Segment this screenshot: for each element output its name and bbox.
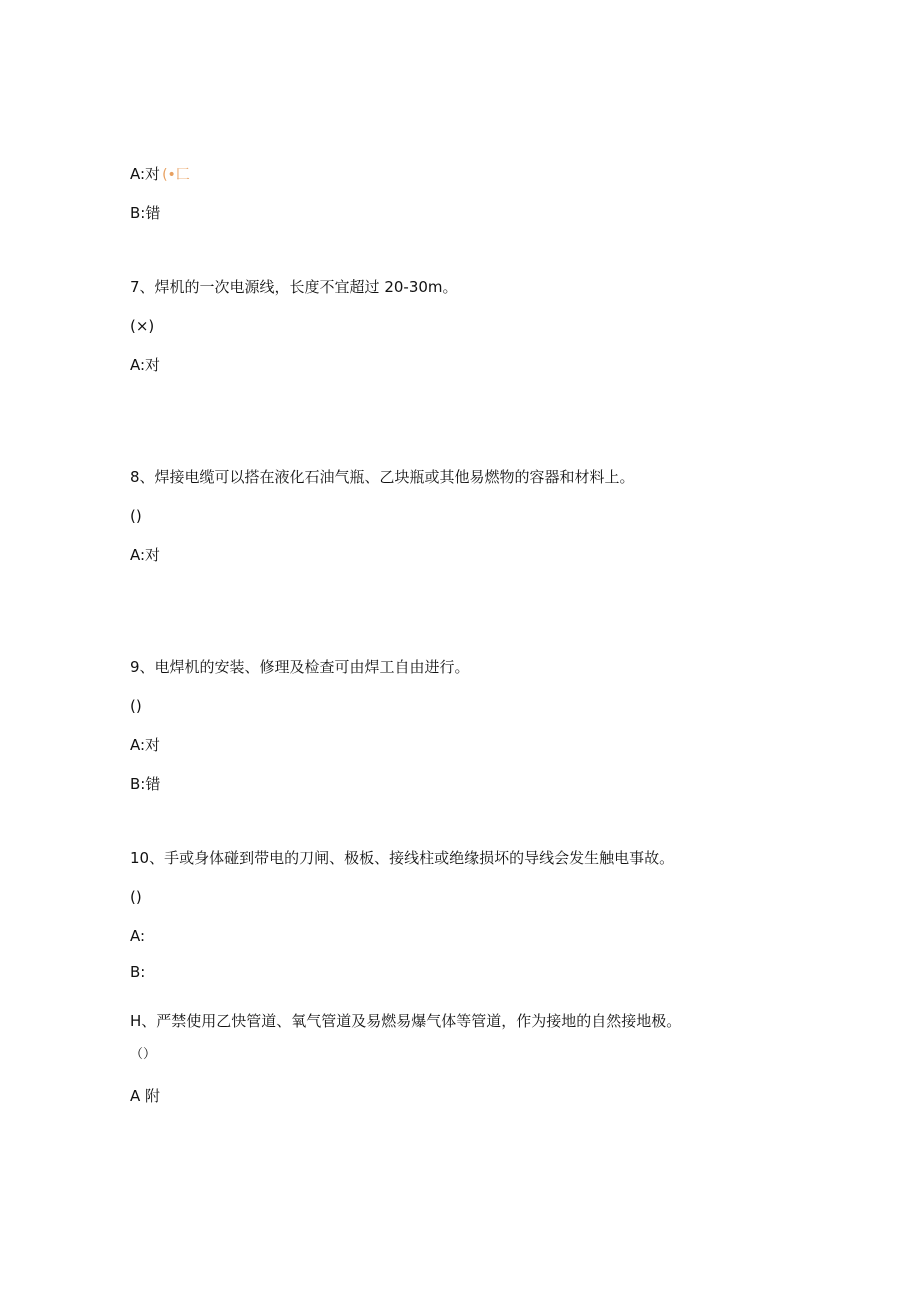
q6-option-b: B:错 (130, 204, 161, 222)
q10-option-b: B: (130, 963, 146, 981)
q8-option-a: A:对 (130, 546, 161, 564)
q9-answer: () (130, 697, 142, 715)
q10-answer: () (130, 888, 142, 906)
q7-answer: (×) (130, 317, 155, 335)
q9-question: 9、电焊机的安装、修理及检查可由焊工自由进行。 (130, 658, 470, 676)
q6-option-a-label: A:对 (130, 165, 161, 183)
q7-option-a: A:对 (130, 356, 161, 374)
q9-option-a: A:对 (130, 736, 161, 754)
q11-option-a: A 附 (130, 1087, 161, 1105)
q9-option-b: B:错 (130, 775, 161, 793)
q10-option-a: A: (130, 927, 146, 945)
q10-question: 10、手或身体碰到带电的刀闸、极板、接线柱或绝缘损坏的导线会发生触电事故。 (130, 849, 675, 867)
q6-option-a (130, 164, 190, 185)
q6-answer-mark: (•匚 (162, 167, 190, 183)
q8-answer: () (130, 507, 142, 525)
q7-question: 7、焊机的一次电源线，长度不宜超过 20-30m。 (130, 278, 458, 296)
q8-question: 8、焊接电缆可以搭在液化石油气瓶、乙块瓶或其他易燃物的容器和材料上。 (130, 468, 635, 486)
q11-question: H、严禁使用乙快管道、氧气管道及易燃易爆气体等管道，作为接地的自然接地极。 (130, 1012, 682, 1030)
q11-answer: （） (130, 1047, 157, 1062)
